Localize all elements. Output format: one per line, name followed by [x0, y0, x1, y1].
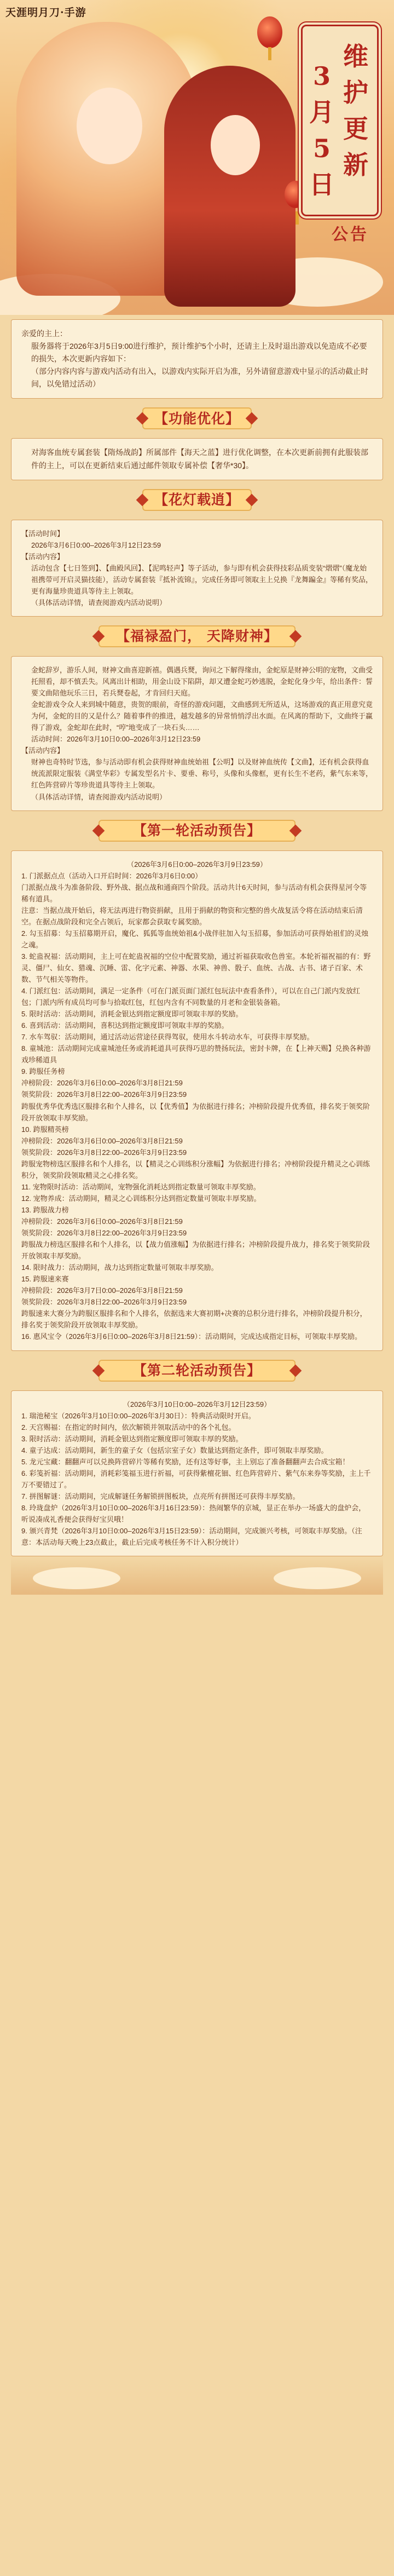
period-text: 活动时间：2026年3月10日0:00–2026年3月12日23:59 [31, 735, 201, 744]
title-side-text: 公告 [332, 225, 369, 244]
list-item: 冲榜阶段：2026年3月7日0:00–2026年3月8日21:59 [21, 1286, 183, 1295]
section-title-text: 【花灯载逍】 [154, 492, 240, 508]
list-item: 3. 蛇蛊祝福：活动期间，主上可在蛇蛊祝福的空位中配置奖励，通过祈福获取收色兽室。本轮祈福祝福的有：野灵、僵尸、仙女、猎魂、沉睡、雷、化字元素、神器、水果、神兽、骰子、血统、古战、古书、诸子百家、术数、节气相关等物件。 [21, 952, 371, 984]
character-face-left [77, 88, 142, 164]
list-item: 6. 喜到活动：活动期间，喜积达到指定额度即可领取丰厚的奖励。 [21, 1021, 229, 1030]
list-item: 4. 门派红包：活动期间，满足一定条件（可在门派页面门派红包玩法中查看条件），可以在自己门派内发放红包；门派内所有成员均可参与拾取红包，红包内含有不同数量的月老和金银装备箱。 [21, 987, 360, 1007]
list-item: 冲榜阶段：2026年3月6日0:00–2026年3月8日21:59 [21, 1079, 183, 1088]
section-title-text: 【功能优化】 [154, 410, 240, 427]
story-text: 金蛇游戏令众人来到城中随意，贵贺的眼前，奇怪的游戏问题，文曲感到无所适从，这场游戏的真正用意究竟为何，金蛇的目的又是什么？随着事件的推进，越发越多的异常悄悄浮出水面。在风离的帮助下，文曲终于赢得了游戏，金蛇却在此时，“哼”地变成了一块石头…… [31, 700, 373, 732]
section-title-round2 [11, 1354, 383, 1387]
list-item: 6. 彩笺祈福：活动期间，消耗彩笺福玉进行祈福，可获得紫檀花钿、红色阵营碎片、紫气东来券等奖励，主上千万不要错过了。 [21, 1469, 371, 1489]
list-item: 领奖阶段：2026年3月8日22:00–2026年3月9日23:59 [21, 1090, 187, 1099]
footer-decoration [11, 1556, 383, 1595]
note-text: （具体活动详情，请查阅游戏内活动说明） [31, 792, 167, 801]
section-title-text: 【福禄盈门， 天降财神】 [116, 628, 278, 645]
list-item: 领奖阶段：2026年3月8日22:00–2026年3月9日23:59 [21, 1298, 187, 1307]
list-item: 9. 颁兴青梵（2026年3月10日0:00–2026年3月15日23:59）：活动期间，完成颁兴考核，可领取丰厚奖励。（注意：本活动每天晚上23点截止，截止后完成考核任务不计入积分统计） [21, 1527, 362, 1547]
list-item: 8. 童城池：活动期间完成童城池任务或消耗道具可获得巧思的赞扬玩法，密封卡牌，在【上神天赐】兑换各种游戏珍稀道具 [21, 1044, 371, 1065]
lantern-icon [257, 16, 282, 48]
round1-panel [11, 850, 383, 1351]
title-plaque [301, 25, 379, 216]
content-label: 【活动内容】 [21, 746, 65, 755]
title-text-date: 3月5日 [309, 61, 334, 199]
list-item: 16. 惠风宝令（2026年3月6日0:00–2026年3月8日21:59）：活动期间，完成达成指定目标，可领取丰厚奖励。 [21, 1332, 362, 1341]
intro-note: （部分内容内容与游戏内活动有出入，以游戏内实际开启为准，另外请留意游戏中显示的活动截止时间，以免错过活动） [31, 367, 368, 389]
list-item: 15. 跨服速来赛 [21, 1275, 69, 1284]
content-text: 财神也奇特时节选，参与活动即有机会获得财神血统始祖【公明】以及财神血统传【文曲】，还有机会获得血统流派限定服装《满堂华彩》专属发型名片卡、要垂、称号，头像和头像框，更有长生不老药，紫气东来等，红色阵营碎片等珍贵道具等待主上领取。 [31, 758, 373, 790]
section-title-text: 【第一轮活动预告】 [132, 822, 261, 838]
list-item: 领奖阶段：2026年3月8日22:00–2026年3月9日23:59 [21, 1229, 187, 1238]
story-text: 金蛇辞岁，游乐人间，财神文曲喜迎新禧。偶遇兵燹，询问之下解得缘由，金蛇原是财神公明的宠物，文曲受托照看，却不慎丢失。风离出计相助，用金山设下陷阱，却又遭金蛇巧妙逃脱，金蛇化身少年，给出条件：誓要文曲陪他玩乐三日，若兵燹卷起，才肯回归天庭。 [31, 665, 373, 698]
fortune-panel [11, 656, 383, 811]
intro-text: 服务器将于2026年3月5日9:00进行维护，预计维护5个小时，还请主上及时退出游戏以免造成不必要的损失，本次更新内容如下： [31, 342, 367, 364]
list-item: 11. 宠物限时活动：活动期间，宠物强化消耗达到指定数量可领取丰厚奖励。 [21, 1182, 260, 1191]
content-text: 活动包含【七日签到】、【曲殿风回】、【泥鸣轻声】等子活动，参与即有机会获得技彩品质变装“熠熠”（魔龙始祖携带可开启灵猫技能），活动专属套装『抵补流锦』，完成任务即可领取主上兑换『龙舞蹁金』等稀有奖品，更有海量珍贵道具等待主上领取。 [31, 564, 373, 595]
section-title-lantern [11, 484, 383, 516]
character-artwork-right [164, 66, 296, 307]
list-item: 门派据点战斗为准备阶段、野外战、据点战和通商四个阶段。活动共计6天时间，参与活动有机会获得星河令等稀有道具。 [21, 883, 367, 903]
game-logo: 天涯明月刀·手游 [5, 7, 86, 19]
list-item: 跨服优秀华优秀选区服排名和个人排名，以【优秀值】为依据进行排名；冲榜阶段提升优秀值，排名奖于领奖阶段开放领取丰厚奖励。 [21, 1102, 370, 1122]
list-item: 跨服速来大赛分为跨服区服排名和个人排名，依据选来大赛初期+决赛的总积分进行排名，冲榜阶段提升积分，排名奖于领奖阶段开放领取丰厚奖励。 [21, 1309, 367, 1330]
list-item: 8. 玲珑盘炉（2026年3月10日0:00–2026年3月16日23:59）：热闹繁华的京城，显正在举办一场盛大的盘炉会，听说凑成礼香便会获得好宝贝哦！ [21, 1503, 366, 1523]
round2-panel [11, 1390, 383, 1557]
content-label: 【活动内容】 [21, 552, 65, 561]
cloud-decoration [33, 1567, 120, 1589]
list-item: 冲榜阶段：2026年3月6日0:00–2026年3月8日21:59 [21, 1217, 183, 1226]
title-text-primary: 维护更新 [343, 42, 368, 180]
list-item: 7. 拼图解谜：活动期间，完成解谜任务解锁拼图板块，点亮所有拼图还可获得丰厚奖励。 [21, 1492, 300, 1500]
list-item: 7. 水车驾驭：活动期间，通过活动运营途径获得驾驭，使用水斗转动水车，可获得丰厚奖励。 [21, 1033, 314, 1042]
list-item: 14. 限时战力：活动期间，战力达到指定数量可领取丰厚奖励。 [21, 1263, 218, 1272]
list-item: 注意：当据点战开始后，将无法再进行物资捐献，且用于捐献的物资和完整的兽火战复活令将在活动结束后清空。在据点战阶段和完全占领后，玩家都会获取专属奖励。 [21, 906, 363, 926]
time-label: 【活动时间】 [21, 529, 65, 538]
cloud-decoration [274, 1567, 361, 1589]
list-item: 跨服宠物榜选区服排名和个人排名，以【精灵之心训练积分涨幅】为依据进行排名；冲榜阶段提升精灵之心训练积分，领奖阶段领取精灵之心排名奖。 [21, 1159, 370, 1180]
list-item: 2. 勾玉招募：勾玉招募期开启，魔化、狐狐等血统始祖&小战伴驻加入勾玉招募，参加活动可获得始祖们的灵烛之魂。 [21, 929, 369, 949]
list-item: 1. 瑞池秘宝（2026年3月10日0:00–2026年3月30日）：特典活动限时开启。 [21, 1411, 256, 1420]
period-text: （2026年3月6日0:00–2026年3月9日23:59） [127, 860, 267, 869]
function-text: 对海客血统专属套装【隋炀战韵】所属部件【海天之蓝】进行优化调整，在本次更新前拥有此服装部件的主上，可以在更新结束后通过邮件领取专属补偿【奢华*30】。 [31, 448, 368, 470]
function-panel [11, 438, 383, 480]
greeting-text: 亲爱的主上： [21, 329, 67, 338]
section-title-function [11, 402, 383, 435]
character-face-right [211, 115, 260, 175]
list-item: 4. 童子达成：活动期间，新生的童子女（包括宗室子女）数量达到指定条件，即可领取丰厚奖励。 [21, 1446, 328, 1454]
list-item: 12. 宠物养成：活动期间，精灵之心训练积分达到指定数量可领取丰厚奖励。 [21, 1194, 261, 1203]
note-text: （具体活动详情，请查阅游戏内活动说明） [31, 598, 167, 607]
section-title-fortune [11, 620, 383, 653]
list-item: 10. 跨服精英榜 [21, 1125, 69, 1134]
announcement-banner [0, 0, 394, 315]
list-item: 领奖阶段：2026年3月8日22:00–2026年3月9日23:59 [21, 1148, 187, 1157]
list-item: 1. 门派据点点（活动入口开启时间：2026年3月6日0:00） [21, 871, 202, 880]
period-text: （2026年3月10日0:00–2026年3月12日23:59） [123, 1400, 271, 1408]
list-item: 13. 跨服战力榜 [21, 1205, 69, 1214]
time-text: 2026年3月6日0:00–2026年3月12日23:59 [31, 540, 161, 549]
list-item: 5. 龙元宝藏：翻翻声可以兑换阵营碎片等稀有奖励，还有这等好事，主上别忘了准备翻翻声去合成宝箱！ [21, 1457, 350, 1466]
list-item: 2. 天宫赐福：在指定的时间内，依次解锁并领取活动中的各个礼包。 [21, 1423, 236, 1431]
list-item: 5. 限时活动：活动期间，消耗金银达到指定额度即可领取丰厚的奖励。 [21, 1010, 243, 1019]
announcement-body [11, 319, 383, 1595]
section-title-round1 [11, 814, 383, 847]
list-item: 跨服战力榜选区服排名和个人排名，以【战力值涨幅】为依据进行排名；冲榜阶段提升战力，排名奖于领奖阶段开放领取丰厚奖励。 [21, 1240, 370, 1261]
list-item: 3. 限时活动：活动期间，消耗金银达到指定额度即可领取丰厚的奖励。 [21, 1434, 243, 1443]
section-title-text: 【第二轮活动预告】 [132, 1362, 261, 1378]
list-item: 冲榜阶段：2026年3月6日0:00–2026年3月8日21:59 [21, 1136, 183, 1145]
intro-panel [11, 319, 383, 399]
lantern-panel [11, 520, 383, 617]
list-item: 9. 跨服任务榜 [21, 1067, 65, 1076]
